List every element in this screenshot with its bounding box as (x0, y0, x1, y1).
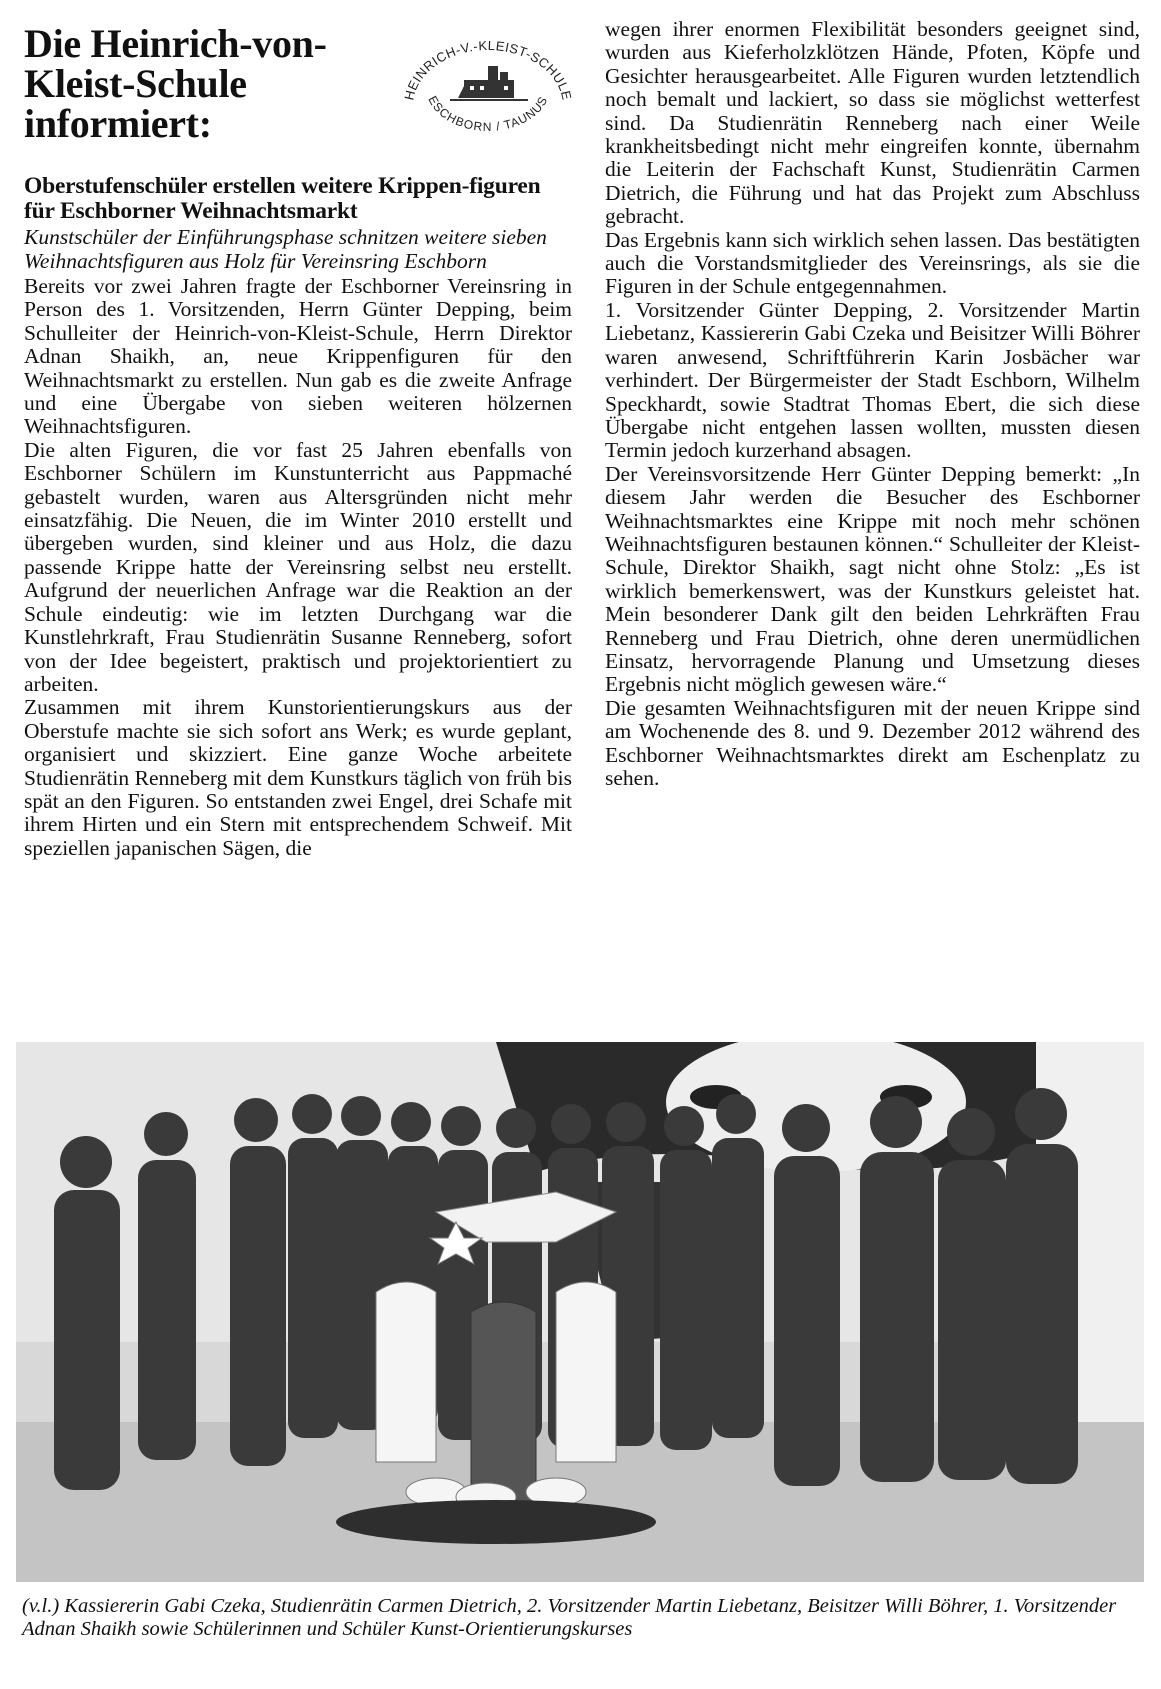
logo-arc-top-text: HEINRICH-V.-KLEIST-SCHULE (401, 37, 575, 102)
right-paragraph-5: Die gesamten Weihnachtsfiguren mit der neuen Krippe sind am Wochenende des 8. und 9. Dezember 2012 während des Eschborner Weihnachtsmarktes direkt am Eschenplatz zu sehen. (605, 695, 1140, 790)
left-paragraph-1: Bereits vor zwei Jahren fragte der Eschborner Vereinsring in Person des 1. Vorsitzenden, Herrn Günter Depping, beim Schulleiter der Heinrich-von-Kleist-Schule, Herrn Direktor Adnan Shaikh, an, neue Krippenfiguren für den Weihnachtsmarkt zu erstellen. Nun gab es die zweite Anfrage und eine Übergabe von sieben weiteren hölzernen Weihnachtsfiguren. (24, 274, 572, 439)
right-paragraph-1: wegen ihrer enormen Flexibilität besonders geeignet sind, wurden aus Kieferholzklötzen Hände, Pfoten, Köpfe und Gesichter herausgearbeitet. Alle Figuren wurden letztendlich noch bemalt und lackiert, so dass sie möglichst wetterfest sind. Da Studienrätin Renneberg nach einer Weile krankheitsbedingt nicht mehr eingreifen konnte, übernahm die Leiterin der Fachschaft Kunst, Studienrätin Carmen Dietrich, die Führung und hat das Projekt zum Abschluss gebracht. (605, 17, 1140, 229)
subheadline: Oberstufenschüler erstellen weitere Krippen-figuren für Eschborner Weihnachtsmarkt (24, 173, 541, 224)
logo-arc-bottom-text: ESCHBORN / TAUNUS (425, 93, 551, 134)
masthead (24, 18, 575, 158)
left-column (24, 18, 575, 860)
right-paragraph-3: 1. Vorsitzender Günter Depping, 2. Vorsitzender Martin Liebetanz, Kassiererin Gabi Czeka und Beisitzer Willi Böhrer waren anwesend, Schriftführerin Karin Josbächer war verhindert. Der Bürgermeister der Stadt Eschborn, Wilhelm Speckhardt, sowie Stadtrat Thomas Ebert, die sich diese Übergabe nicht entgehen lassen wollten, mussten diesen Termin jedoch kurzerhand absagen. (605, 297, 1140, 463)
group-photo-illustration (16, 1042, 1144, 1582)
right-paragraph-4: Der Vereinsvorsitzende Herr Günter Depping bemerkt: „In diesem Jahr werden die Besucher des Eschborner Weihnachtsmarktes eine Krippe mit noch mehr schönen Weihnachtsfiguren bestaunen können.“ Schulleiter der Kleist-Schule, Direktor Shaikh, sagt nicht ohne Stolz: „Es ist wirklich bemerkenswert, was der Kunstkurs geleistet hat. Mein besonderer Dank gilt den beiden Lehrkräften Frau Renneberg und Frau Dietrich, ohne deren unermüdlichen Einsatz, hervorragende Planung und Umsetzung dieses Ergebnis nicht möglich gewesen wäre.“ (605, 461, 1140, 697)
headline: Die Heinrich-von-Kleist-Schule informiert: (24, 21, 327, 146)
school-logo (388, 28, 588, 148)
photo-caption: (v.l.) Kassiererin Gabi Czeka, Studienrätin Carmen Dietrich, 2. Vorsitzender Martin Liebetanz, Beisitzer Willi Böhrer, 1. Vorsitzender Adnan Shaikh sowie Schülerinnen und Schüler Kunst-Orientierungskurses (22, 1595, 1117, 1640)
left-paragraph-3: Zusammen mit ihrem Kunstorientierungskurs aus der Oberstufe machte sie sich sofort ans Werk; es wurde geplant, organisiert und skizziert. Eine ganze Woche arbeitete Studienrätin Renneberg mit dem Kunstkurs täglich von früh bis spät an den Figuren. So entstanden zwei Engel, drei Schafe mit ihrem Hirten und ein Stern mit entsprechendem Schweif. Mit speziellen japanischen Sägen, die (24, 695, 572, 860)
group-photo (16, 1042, 1144, 1582)
left-paragraph-2: Die alten Figuren, die vor fast 25 Jahren ebenfalls von Eschborner Schülern im Kunstunterricht aus Pappmaché gebastelt wurden, waren aus Altersgründen nicht mehr einsatzfähig. Die Neuen, die im Winter 2010 erstellt und übergeben wurden, sind kleiner und aus Holz, die dazu passende Krippe hatte der Vereinsring selbst neu erstellt. Aufgrund der neuerlichen Anfrage war die Reaktion an der Schule eindeutig: wie im letzten Durchgang war die Kunstlehrkraft, Frau Studienrätin Susanne Renneberg, sofort von der Idee begeistert, praktisch und projektorientiert zu arbeiten. (24, 437, 572, 696)
school-building-icon (450, 66, 528, 100)
teaser: Kunstschüler der Einführungsphase schnitzen weitere sieben Weihnachtsfiguren aus Holz für Vereinsring Eschborn (24, 225, 547, 273)
right-paragraph-2: Das Ergebnis kann sich wirklich sehen lassen. Das bestätigten auch die Vorstandsmitglieder des Vereinsrings, als sie die Figuren in der Schule entgegennahmen. (605, 227, 1140, 299)
right-column (605, 18, 1140, 790)
